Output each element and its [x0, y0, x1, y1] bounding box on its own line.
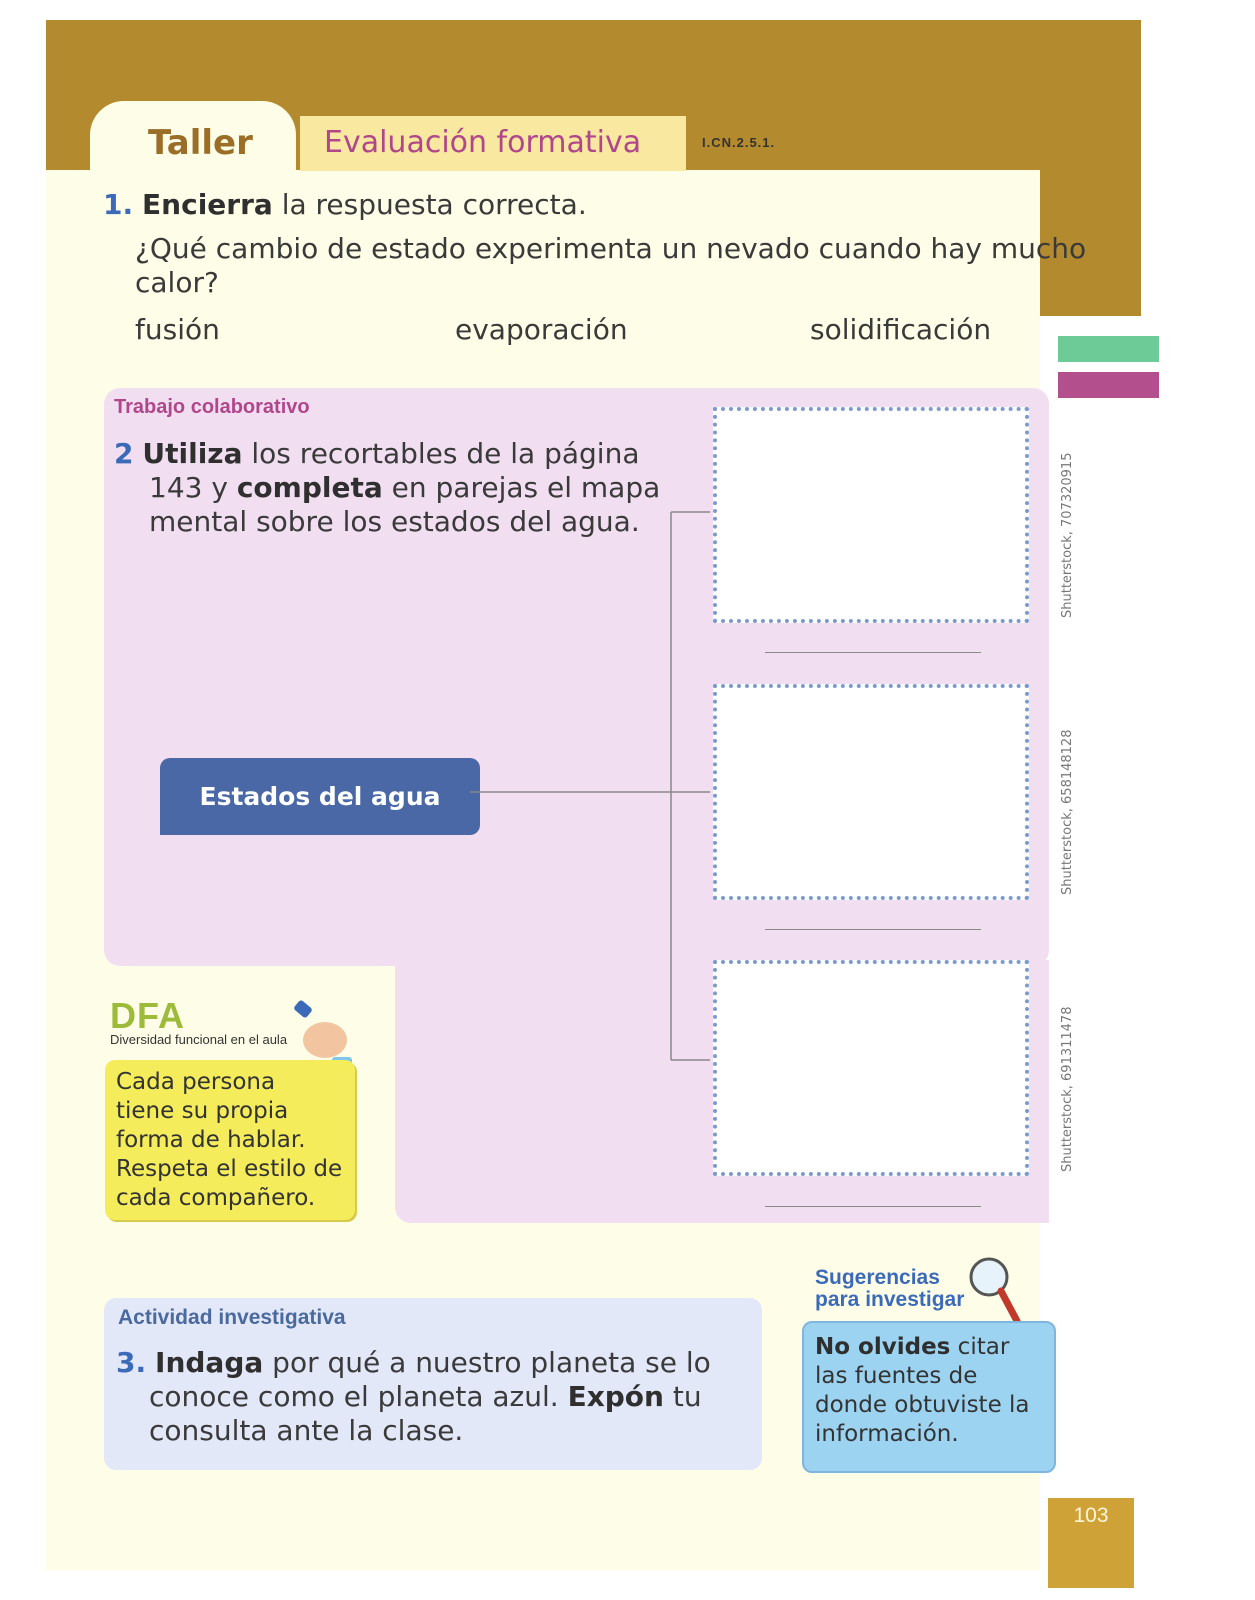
- dfa-line: Respeta el estilo de: [116, 1156, 343, 1182]
- dfa-title: DFA: [110, 995, 185, 1036]
- tab-taller-label: Taller: [148, 123, 253, 163]
- dfa-text: [116, 1068, 342, 1213]
- q1-option-evaporacion[interactable]: evaporación: [455, 313, 628, 346]
- q2-line2-b: en parejas el mapa: [382, 471, 661, 504]
- purple-strip: [1058, 372, 1159, 398]
- tab-evaluacion-label: Evaluación formativa: [324, 125, 642, 160]
- q3-line1: [116, 1346, 711, 1380]
- green-strip: [1058, 336, 1159, 362]
- suggestions-line3: donde obtuviste la: [815, 1392, 1030, 1418]
- dfa-line: cada compañero.: [116, 1185, 316, 1211]
- q3-line2-b: tu: [663, 1380, 702, 1413]
- q3-line2: [149, 1380, 702, 1414]
- suggestions-title: [815, 1267, 964, 1311]
- dfa-line: forma de hablar.: [116, 1127, 306, 1153]
- photo-credit-2: Shutterstock, 658148128: [1060, 729, 1075, 895]
- q3-verb1: Indaga: [155, 1346, 264, 1379]
- magnifier-icon: [965, 1255, 1025, 1330]
- indicator-code: I.CN.2.5.1.: [702, 135, 776, 150]
- suggestions-line4: información.: [815, 1421, 959, 1447]
- mind-map-center: Estados del agua: [160, 758, 480, 835]
- page-number: 103: [1073, 1504, 1109, 1527]
- photo-credit-3: Shutterstock, 691311478: [1060, 1006, 1075, 1172]
- research-activity-title: Actividad investigativa: [118, 1306, 346, 1329]
- mind-map-connectors: [470, 500, 720, 1070]
- suggestions-line1: [815, 1333, 1030, 1362]
- q1-option-fusion[interactable]: fusión: [135, 313, 220, 346]
- suggestions-line1-text: citar: [950, 1334, 1010, 1360]
- photo-credit-1: Shutterstock, 707320915: [1060, 452, 1075, 618]
- q1-instruction: [103, 188, 587, 222]
- q2-line1-text: los recortables de la página: [242, 437, 640, 470]
- suggestions-bold: No olvides: [815, 1334, 951, 1360]
- q1-instruction-text: la respuesta correcta.: [272, 188, 587, 221]
- q3-number: 3.: [116, 1346, 147, 1379]
- suggestions-title-line1: Sugerencias: [815, 1266, 940, 1289]
- answer-box-3[interactable]: [713, 960, 1029, 1176]
- q2-verb2: completa: [236, 471, 383, 504]
- q2-number: 2: [114, 437, 134, 470]
- q1-verb: Encierra: [142, 188, 273, 221]
- suggestions-text: [815, 1333, 1030, 1449]
- q2-line2-a: 143 y: [149, 471, 237, 504]
- q1-number: 1.: [103, 188, 134, 221]
- dfa-subtitle: Diversidad funcional en el aula: [110, 1032, 288, 1047]
- answer-line-3[interactable]: [765, 1206, 981, 1207]
- tab-taller: [90, 101, 296, 181]
- q2-line3: mental sobre los estados del agua.: [149, 505, 640, 538]
- q3-verb2: Expón: [567, 1380, 664, 1413]
- right-margin-band: [1036, 20, 1141, 316]
- q1-question-line2: calor?: [135, 266, 219, 299]
- dfa-line: Cada persona: [116, 1069, 276, 1095]
- dfa-line: tiene su propia: [116, 1098, 289, 1124]
- q2-verb1: Utiliza: [142, 437, 243, 470]
- answer-line-1[interactable]: [765, 652, 981, 653]
- q3-line2-a: conoce como el planeta azul.: [149, 1380, 568, 1413]
- answer-line-2[interactable]: [765, 929, 981, 930]
- answer-box-1[interactable]: [713, 407, 1029, 623]
- suggestions-title-line2: para investigar: [815, 1288, 965, 1311]
- collaborative-title: Trabajo colaborativo: [114, 396, 310, 418]
- answer-box-2[interactable]: [713, 684, 1029, 900]
- q2-line1: [114, 437, 640, 471]
- q1-option-solidificacion[interactable]: solidificación: [810, 313, 992, 346]
- suggestions-line2: las fuentes de: [815, 1363, 978, 1389]
- q3-line3: consulta ante la clase.: [149, 1414, 464, 1447]
- tab-evaluacion: [300, 116, 686, 171]
- q3-line1-text: por qué a nuestro planeta se lo: [263, 1346, 711, 1379]
- q1-question-line1: ¿Qué cambio de estado experimenta un nevado cuando hay mucho: [135, 232, 1087, 265]
